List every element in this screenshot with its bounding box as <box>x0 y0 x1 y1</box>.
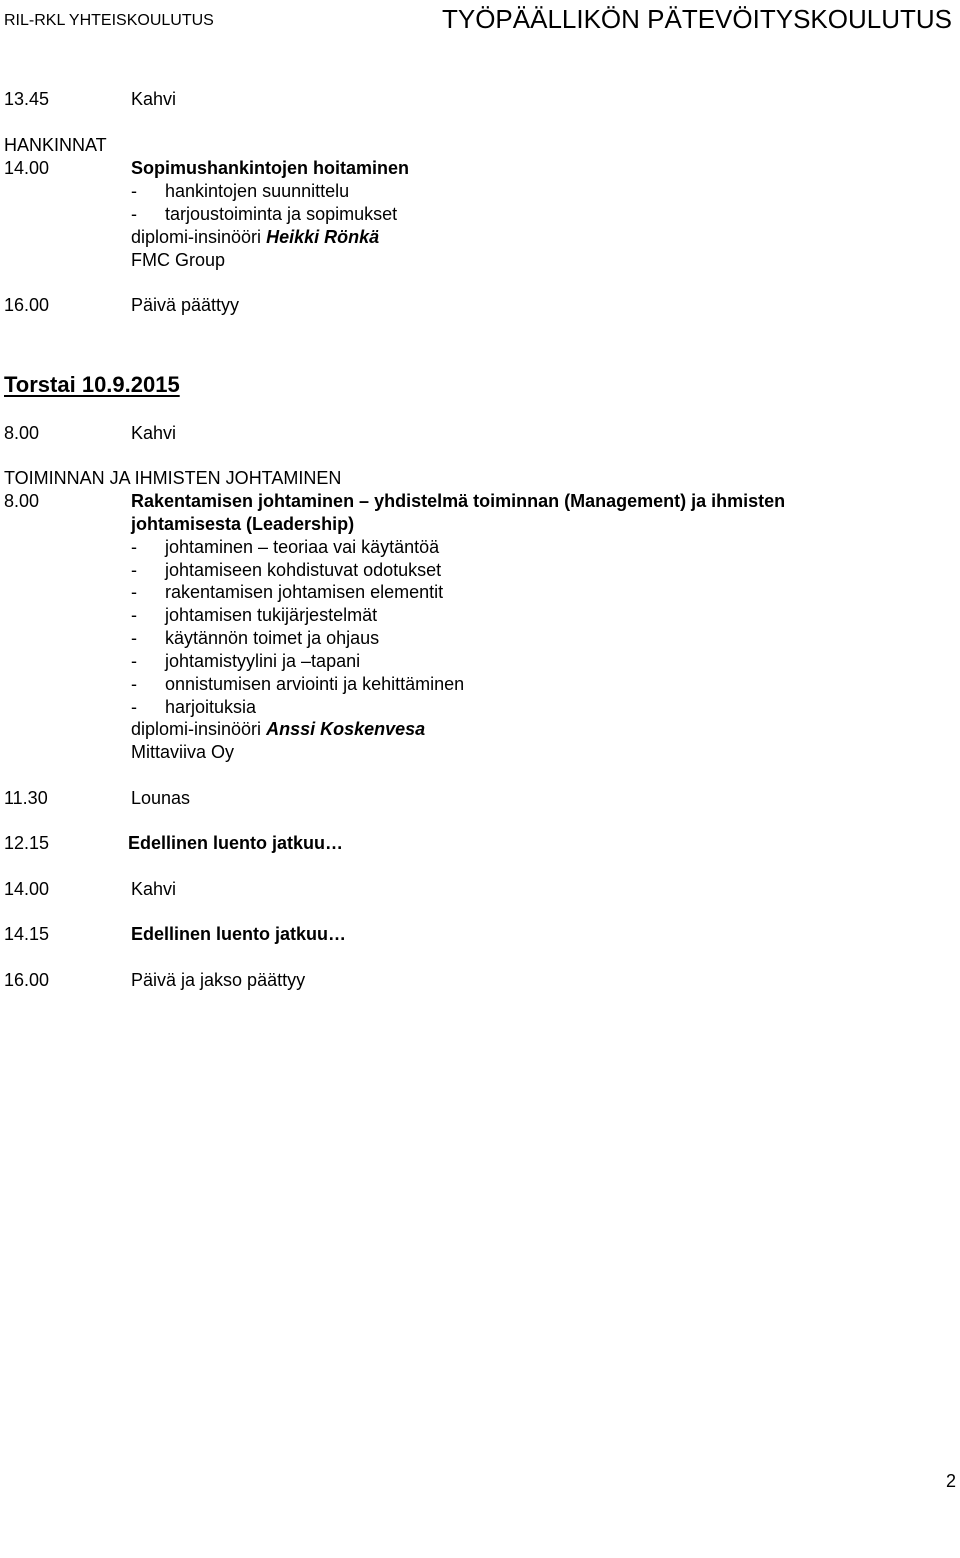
bullet-dash: - <box>131 582 137 602</box>
day-heading: Torstai 10.9.2015 <box>4 372 180 397</box>
bullet-dash: - <box>131 697 137 717</box>
end-label: Päivä ja jakso päättyy <box>131 970 306 990</box>
bullet-dash: - <box>131 674 137 694</box>
lecture-bullet: hankintojen suunnittelu <box>165 181 350 201</box>
speaker-company: FMC Group <box>131 250 226 270</box>
coffee-label: Kahvi <box>131 879 177 899</box>
coffee-label: Kahvi <box>131 423 177 443</box>
lunch-time: 11.30 <box>4 788 48 808</box>
speaker-title: diplomi-insinööri <box>131 719 262 739</box>
lecture-title: Rakentamisen johtaminen – yhdistelmä toiminnan (Management) ja ihmisten <box>131 491 786 511</box>
lecture-bullet: harjoituksia <box>165 697 257 717</box>
lecture-bullet: tarjoustoiminta ja sopimukset <box>165 204 398 224</box>
lecture-title-continued: johtamisesta (Leadership) <box>131 514 355 534</box>
page-number: 2 <box>945 1471 956 1491</box>
lecture-bullet: käytännön toimet ja ohjaus <box>165 628 380 648</box>
coffee-time: 14.00 <box>4 879 50 899</box>
continuation-time: 14.15 <box>4 924 50 944</box>
continuation-time: 12.15 <box>4 833 50 853</box>
bullet-dash: - <box>131 181 137 201</box>
speaker-line <box>131 718 425 740</box>
lecture-time: 8.00 <box>4 491 40 511</box>
lecture-bullet: johtaminen – teoriaa vai käytäntöä <box>165 537 440 557</box>
header-left-title: RIL-RKL YHTEISKOULUTUS <box>4 12 214 29</box>
lecture-bullet: johtamistyylini ja –tapani <box>165 651 361 671</box>
coffee-time: 8.00 <box>4 423 40 443</box>
speaker-name: Anssi Koskenvesa <box>266 719 426 739</box>
end-label: Päivä päättyy <box>131 295 240 315</box>
end-time: 16.00 <box>4 970 50 990</box>
lecture-bullet: johtamisen tukijärjestelmät <box>165 605 378 625</box>
speaker-company: Mittaviiva Oy <box>131 742 235 762</box>
section-heading: TOIMINNAN JA IHMISTEN JOHTAMINEN <box>4 468 342 488</box>
lecture-time: 14.00 <box>4 158 50 178</box>
end-time: 16.00 <box>4 295 50 315</box>
lecture-bullet: johtamiseen kohdistuvat odotukset <box>165 560 442 580</box>
speaker-name: Heikki Rönkä <box>266 227 380 247</box>
bullet-dash: - <box>131 537 137 557</box>
bullet-dash: - <box>131 651 137 671</box>
bullet-dash: - <box>131 204 137 224</box>
header-right-title: TYÖPÄÄLLIKÖN PÄTEVÖITYSKOULUTUS <box>441 4 952 34</box>
continuation-label: Edellinen luento jatkuu… <box>131 924 347 944</box>
lecture-bullet: onnistumisen arviointi ja kehittäminen <box>165 674 465 694</box>
lecture-title: Sopimushankintojen hoitaminen <box>131 158 410 178</box>
bullet-dash: - <box>131 628 137 648</box>
lunch-label: Lounas <box>131 788 191 808</box>
bullet-dash: - <box>131 560 137 580</box>
coffee-label: Kahvi <box>131 89 177 109</box>
coffee-time: 13.45 <box>4 89 50 109</box>
speaker-line <box>131 226 379 248</box>
continuation-label: Edellinen luento jatkuu… <box>128 833 344 853</box>
section-heading: HANKINNAT <box>4 135 107 155</box>
bullet-dash: - <box>131 605 137 625</box>
lecture-bullet: rakentamisen johtamisen elementit <box>165 582 444 602</box>
speaker-title: diplomi-insinööri <box>131 227 262 247</box>
